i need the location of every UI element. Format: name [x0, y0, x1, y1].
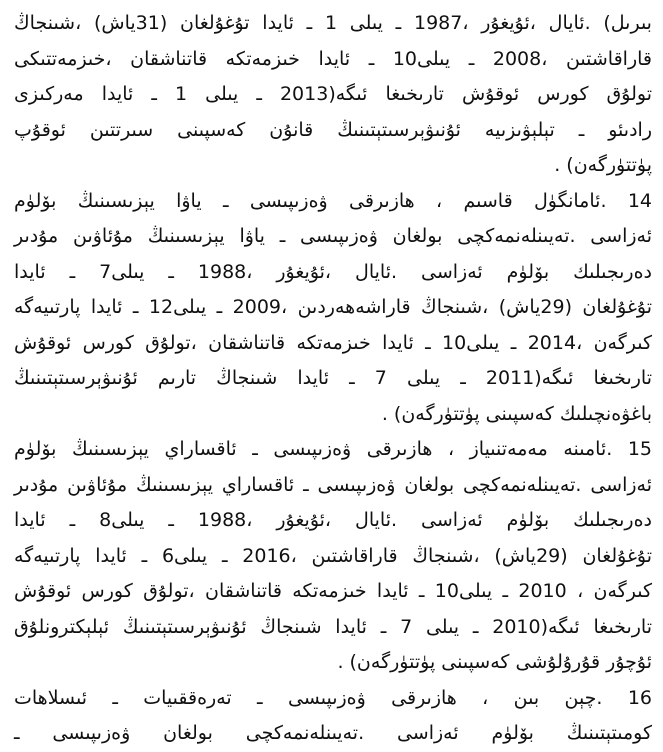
text-line-20: 16 .چېن بىن ، ھازىرقى ۋەزىپىسى ـ تەرەققىيات ـ ئىسلاھات	[14, 686, 652, 709]
text-line-8: دەرىجىلىك بۆلۈم ئەزاسى .ئايال ،ئۇيغۇر ،1988 ـ يىلى7 ـ ئايدا	[14, 260, 653, 283]
text-line-19: ئۇچۇر قۇرۇلۇشى كەسپىنى پۈتتۈرگەن) .	[337, 651, 652, 673]
document-text	[14, 6, 652, 752]
text-line-1: بىرىل) .ئايال ،ئۇيغۇر ،1987 ـ يىلى 1 ـ ئايدا تۇغۇلغان (31ياش) ،شىنجاڭ	[14, 12, 652, 34]
text-line-21: كومىتېتىنىڭ بۆلۈم ئەزاسى .تەيىنلەنمەكچى بولغان ۋەزىپىسى ـ	[14, 722, 652, 744]
text-line-14: ئەزاسى .تەيىنلەنمەكچى بولغان ۋەزىپىسى ـ ئاقساراي يېزىسىنىڭ مۇئاۋىن مۇدىر	[14, 473, 652, 496]
text-line-9: تۇغۇلغان (29ياش) ،شىنجاڭ قاراشەھەردىن ،2009 ـ يىلى12 ـ ئايدا پارتىيەگە	[14, 296, 652, 318]
text-line-2: قاراقاشتىن ،2008 ـ يىلى10 ـ ئايدا خىزمەتكە قاتناشقان ،خىزمەتتىكى	[14, 47, 652, 70]
text-line-5: پۈتتۈرگەن) .	[554, 154, 652, 176]
text-line-17: كىرگەن ، 2010 ـ يىلى10 ـ ئايدا خىزمەتكە قاتناشقان ،تولۇق كورس ئوقۇش	[14, 580, 652, 602]
text-line-3: تولۇق كورس ئوقۇش تارىخىغا ئىگە(2013 ـ يىلى 1 ـ ئايدا مەركىزى	[14, 83, 652, 105]
text-line-12: باغۋەنچىلىك كەسپىنى پۈتتۈرگەن) .	[381, 402, 652, 425]
text-line-16: تۇغۇلغان (29ياش) ،شىنجاڭ قاراقاشتىن ،2016 ـ يىلى6 ـ ئايدا پارتىيەگە	[14, 544, 653, 567]
text-line-15: دەرىجىلىك بۆلۈم ئەزاسى .ئايال ،ئۇيغۇر ،1988 ـ يىلى8 ـ ئايدا	[14, 509, 653, 531]
text-line-11: تارىخىغا ئىگە(2011 ـ يىلى 7 ـ ئايدا شىنجاڭ تارىم ئۇنىۋېرسىتېتىنىڭ	[14, 367, 652, 389]
text-line-7: ئەزاسى .تەيىنلەنمەكچى بولغان ۋەزىپىسى ـ ياۋا يېزىسىنىڭ مۇئاۋىن مۇدىر	[14, 225, 652, 247]
text-line-18: تارىخىغا ئىگە(2010 ـ يىلى 7 ـ ئايدا شىنجاڭ ئۇنىۋېرسىتېتىنىڭ ئېلېكترونلۇق	[14, 615, 652, 638]
text-line-13: 15 .ئامىنە مەمەتنىياز ، ھازىرقى ۋەزىپىسى ـ ئاقساراي يېزىسىنىڭ بۆلۈم	[14, 438, 652, 460]
text-line-4: رادىئو ـ تېلېۋىزىيە ئۇنىۋېرسىتېتىنىڭ قانۇن كەسپىنى سىرتتىن ئوقۇپ	[14, 118, 652, 141]
text-line-10: كىرگەن ،2014 ـ يىلى10 ـ ئايدا خىزمەتكە قاتناشقان ،تولۇق كورس ئوقۇش	[14, 331, 653, 354]
text-line-6: 14 .ئامانگۈل قاسىم ، ھازىرقى ۋەزىپىسى ـ ياۋا يېزىسىنىڭ بۆلۈم	[14, 189, 652, 212]
